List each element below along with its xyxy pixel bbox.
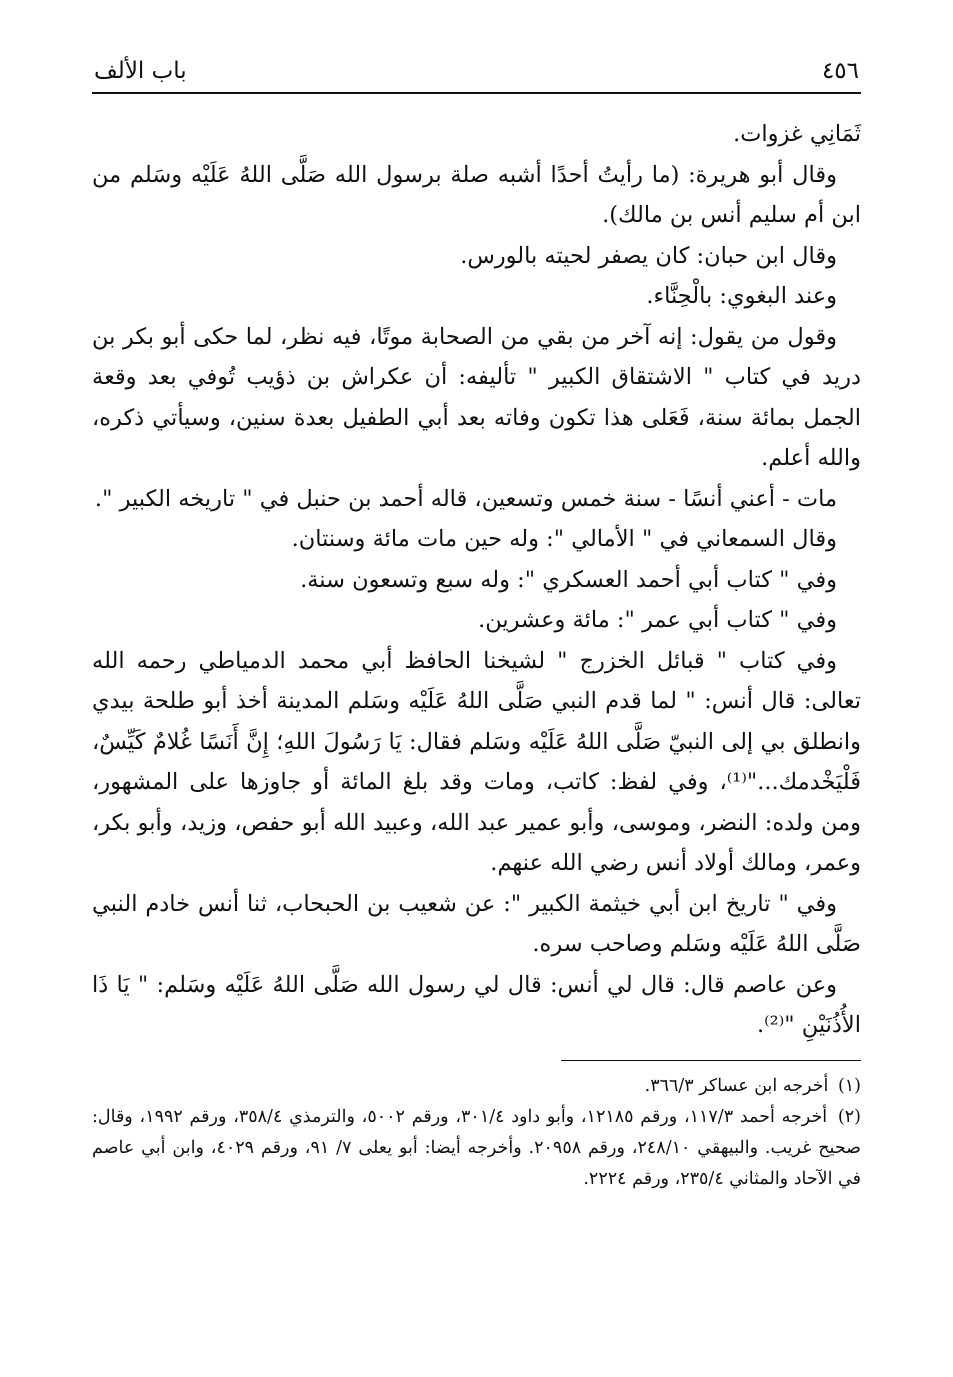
footnote-number: (١) bbox=[837, 1075, 861, 1096]
paragraph: وعند البغوي: بالْحِنَّاء. bbox=[646, 283, 837, 309]
header-rule bbox=[92, 92, 861, 94]
footnotes bbox=[92, 1071, 861, 1195]
running-head bbox=[92, 58, 861, 92]
footnote-text: أخرجه ابن عساكر ٣٦٦/٣. bbox=[644, 1075, 829, 1096]
main-text bbox=[92, 114, 861, 1046]
footnote bbox=[92, 1102, 861, 1195]
footnote-separator bbox=[561, 1060, 861, 1061]
paragraph: وقول من يقول: إنه آخر من بقي من الصحابة موتًا، فيه نظر، لما حكى أبو بكر بن دريد في كتاب " الاشتقاق الكبير " تأليفه: أن عكراش بن ذؤيب تُوفي بعد وقعة الجمل بمائة سنة، فَعَلى هذا تكون وفاته بعد أبي الطفيل بعدة سنين، وسيأتي ذكره، والله أعلم. bbox=[92, 323, 861, 471]
paragraph: وفي كتاب " قبائل الخزرج " لشيخنا الحافظ أبي محمد الدمياطي رحمه الله تعالى: قال أنس: " لما قدم النبي صَلَّى اللهُ عَلَيْه وسَلم المدينة أخذ أبو طلحة بيدي وانطلق بي إلى النبيّ صَلَّى اللهُ عَلَيْه وسَلم فقال: يَا رَسُولَ اللهِ؛ إِنَّ أَنَسًا غُلامٌ كَيِّسٌ، فَلْيَخْدمك..."⁽¹⁾، وفي لفظ: كاتب، ومات وقد بلغ المائة أو جاوزها على المشهور، ومن ولده: النضر، وموسى، وأبو عمير عبد الله، وعبيد الله أبو حفص، وزيد، وأبو بكر، وعمر، ومالك أولاد أنس رضي الله عنهم. bbox=[92, 647, 861, 876]
footnote bbox=[92, 1071, 861, 1102]
paragraph: مات - أعني أنسًا - سنة خمس وتسعين، قاله أحمد بن حنبل في " تاريخه الكبير ". bbox=[94, 485, 837, 512]
paragraph: وفي " تاريخ ابن أبي خيثمة الكبير ": عن شعيب بن الحبحاب، ثنا أنس خادم النبي صَلَّى اللهُ عَلَيْه وسَلم وصاحب سره. bbox=[92, 890, 861, 957]
paragraph: وعن عاصم قال: قال لي أنس: قال لي رسول الله صَلَّى اللهُ عَلَيْه وسَلم: " يَا ذَا الأُذُنَيْنِ "⁽²⁾. bbox=[92, 971, 861, 1038]
page-number: ٤٥٦ bbox=[821, 58, 859, 84]
paragraph: وقال السمعاني في " الأمالي ": وله حين مات مائة وسنتان. bbox=[291, 526, 837, 552]
paragraph: وقال ابن حبان: كان يصفر لحيته بالورس. bbox=[460, 242, 837, 269]
book-page bbox=[92, 58, 861, 1195]
paragraph: وفي " كتاب أبي أحمد العسكري ": وله سبع وتسعون سنة. bbox=[300, 566, 837, 593]
paragraph: وفي " كتاب أبي عمر ": مائة وعشرين. bbox=[478, 607, 837, 633]
paragraph: وقال أبو هريرة: (ما رأيتُ أحدًا أشبه صلة برسول الله صَلَّى اللهُ عَلَيْه وسَلم من ابن أم سليم أنس بن مالك). bbox=[92, 161, 861, 228]
chapter-title: باب الألف bbox=[94, 58, 187, 84]
paragraph: ثَمَانِي غزوات. bbox=[733, 121, 861, 147]
footnote-number: (٢) bbox=[837, 1106, 861, 1127]
footnote-text: أخرجه أحمد ١١٧/٣، ورقم ١٢١٨٥، وأبو داود ٣٠١/٤، ورقم ٥٠٠٢، والترمذي ٣٥٨/٤، ورقم ١٩٩٢، وقال: صحيح غريب. والبيهقي ٢٤٨/١٠، ورقم ٢٠٩٥٨. وأخرجه أيضا: أبو يعلى ٧/ ٩١، ورقم ٤٠٢٩، وابن أبي عاصم في الآحاد والمثاني ٢٣٥/٤، ورقم ٢٢٢٤. bbox=[92, 1106, 861, 1189]
